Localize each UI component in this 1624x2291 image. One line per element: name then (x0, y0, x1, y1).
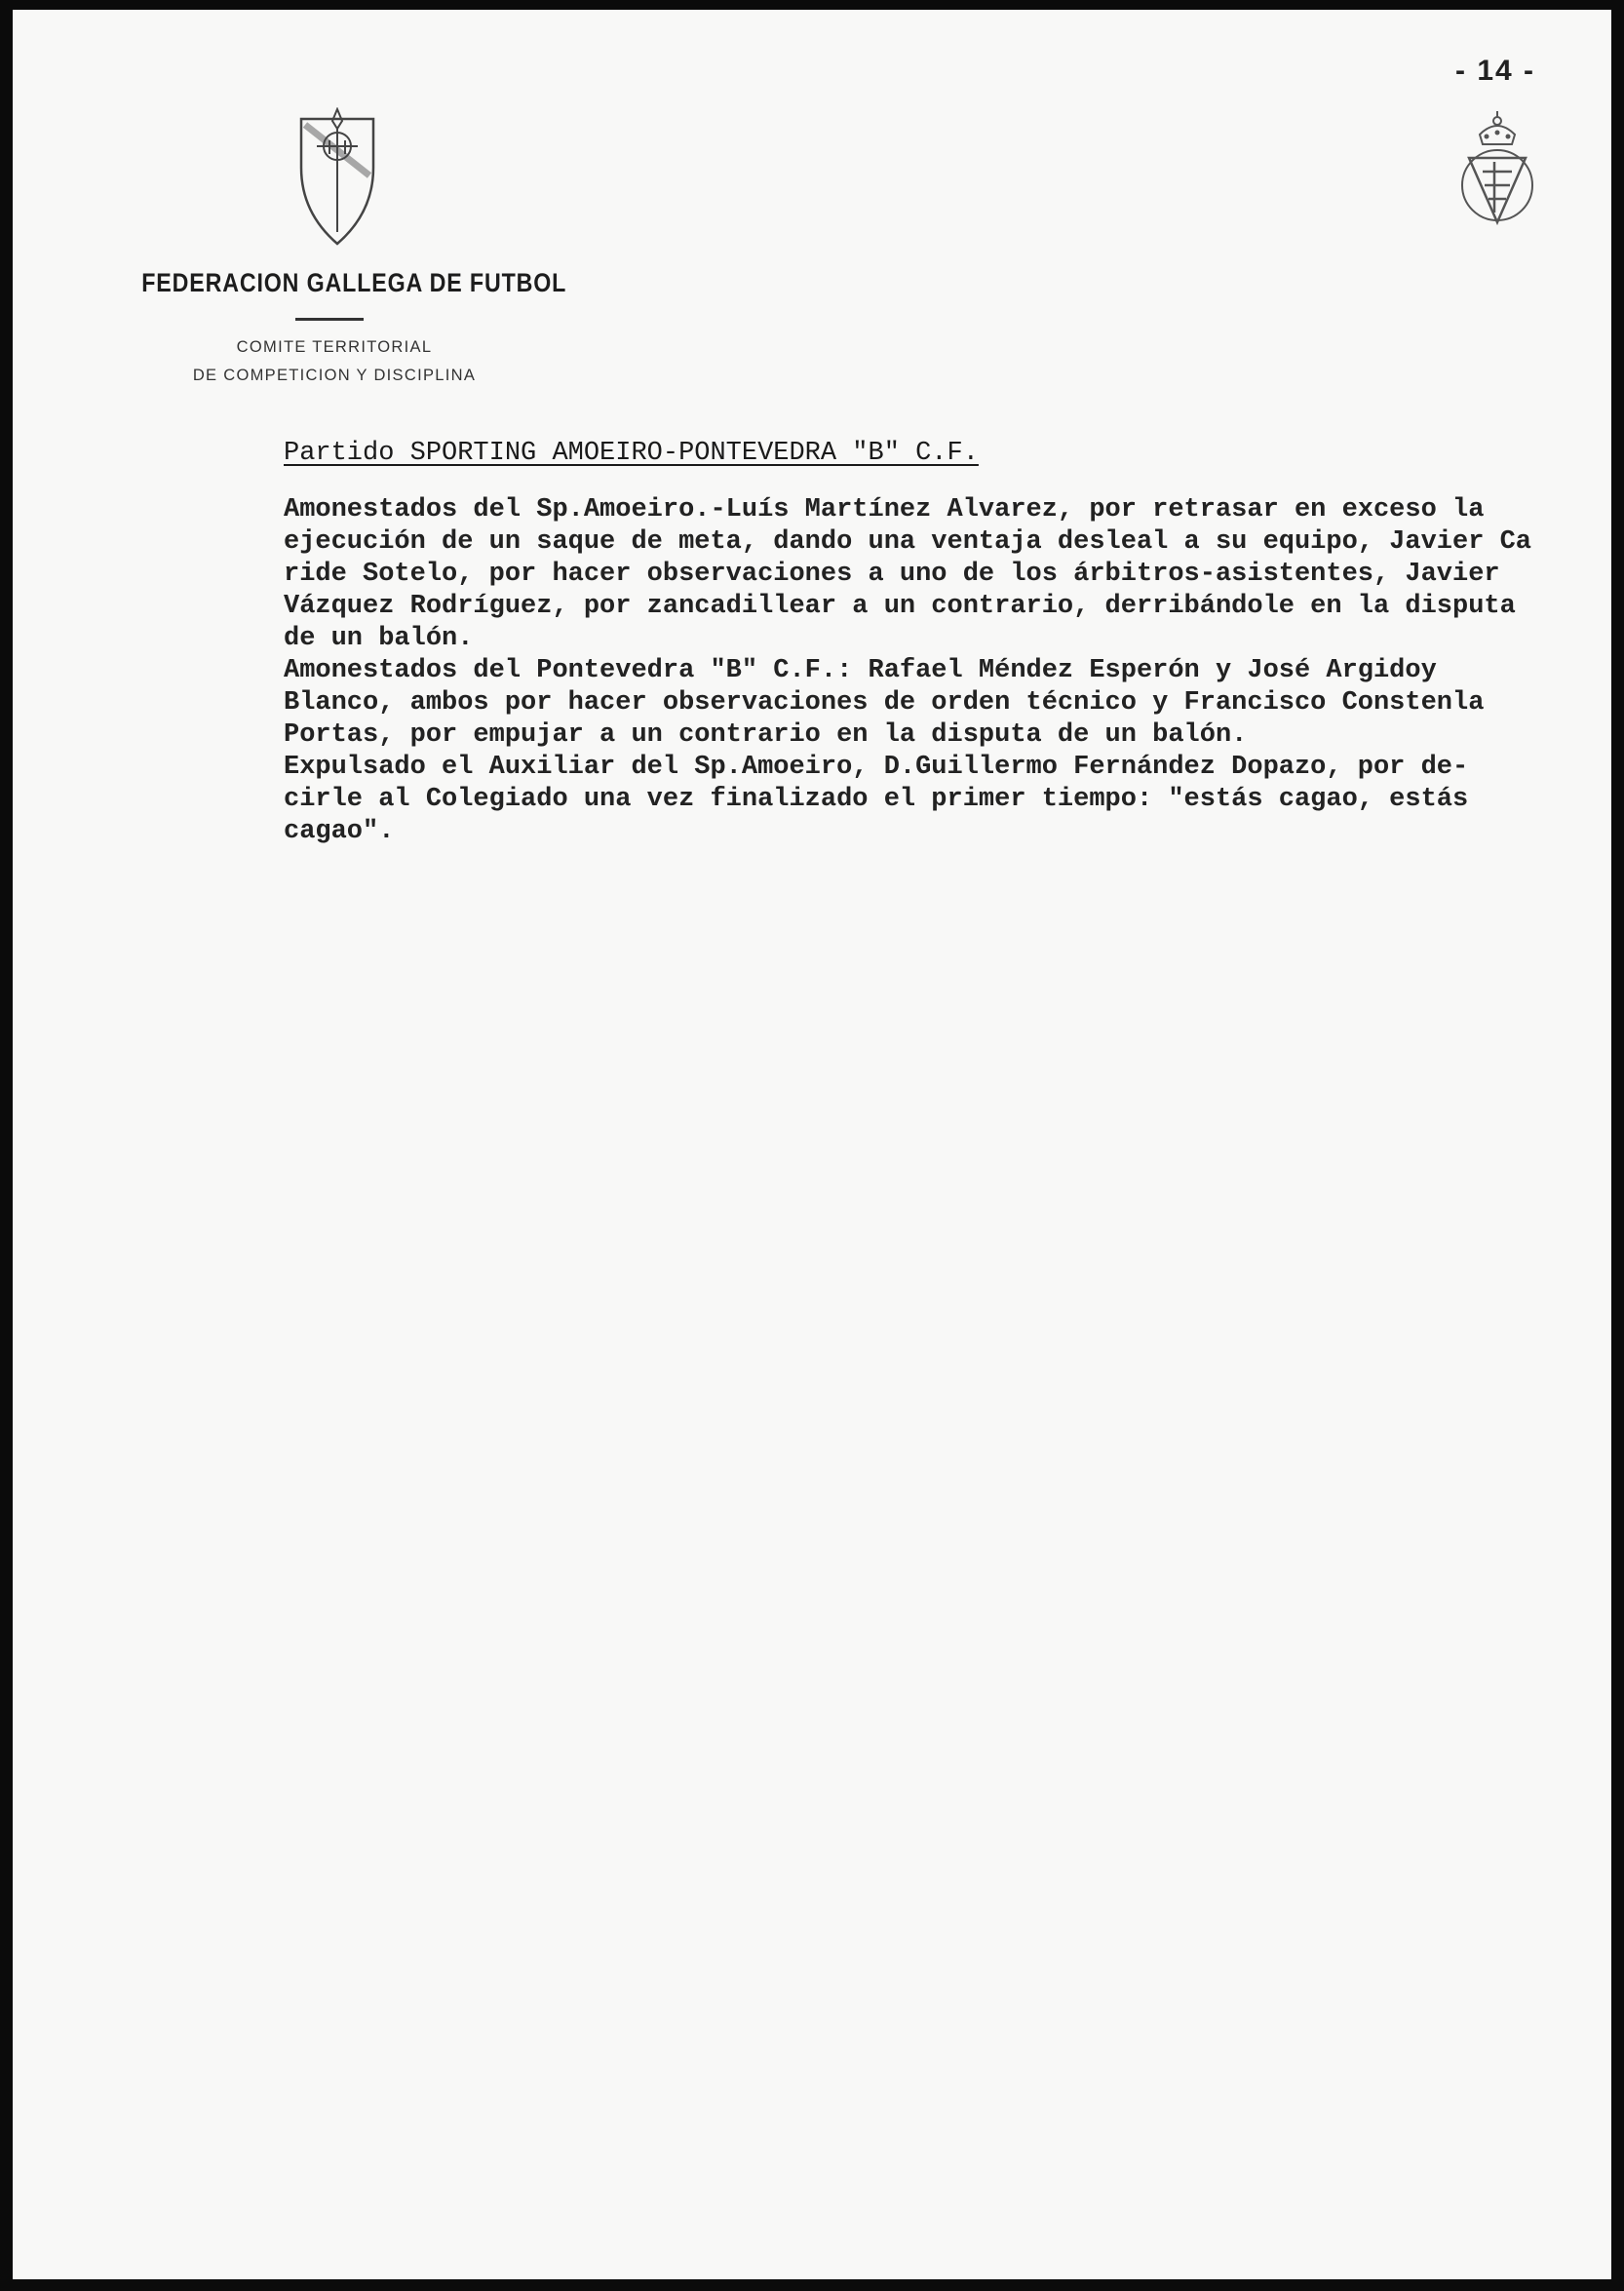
galician-federation-crest-icon (295, 107, 379, 249)
body-line: de un balón. (284, 624, 474, 653)
body-line: Blanco, ambos por hacer observaciones de orden técnico y Francisco Constenla (284, 688, 1485, 718)
body-line: Vázquez Rodríguez, por zancadillear a un contrario, derribándole en la disputa (284, 592, 1516, 621)
body-line: cirle al Colegiado una vez finalizado el primer tiempo: "estás cagao, estás (284, 785, 1469, 814)
body-line: ejecución de un saque de meta, dando una ventaja desleal a su equipo, Javier Ca (284, 527, 1532, 557)
document-page (13, 10, 1611, 2279)
committee-name-line1: COMITE TERRITORIAL (236, 338, 433, 356)
spanish-federation-crest-icon (1455, 107, 1539, 230)
page-number: - 14 - (1455, 55, 1536, 87)
header-divider (295, 318, 364, 321)
body-line: Expulsado el Auxiliar del Sp.Amoeiro, D.Guillermo Fernández Dopazo, por de- (284, 753, 1469, 782)
body-line: Amonestados del Pontevedra "B" C.F.: Rafael Méndez Esperón y José Argidoy (284, 656, 1437, 685)
match-title: Partido SPORTING AMOEIRO-PONTEVEDRA "B" C.F. (284, 439, 979, 468)
organization-name: FEDERACION GALLEGA DE FUTBOL (141, 268, 567, 297)
body-line: ride Sotelo, por hacer observaciones a uno de los árbitros-asistentes, Javier (284, 560, 1500, 589)
committee-name-line2: DE COMPETICION Y DISCIPLINA (192, 367, 477, 384)
body-line: cagao". (284, 817, 395, 846)
body-line: Amonestados del Sp.Amoeiro.-Luís Martínez Alvarez, por retrasar en exceso la (284, 495, 1485, 524)
body-line: Portas, por empujar a un contrario en la disputa de un balón. (284, 720, 1248, 750)
